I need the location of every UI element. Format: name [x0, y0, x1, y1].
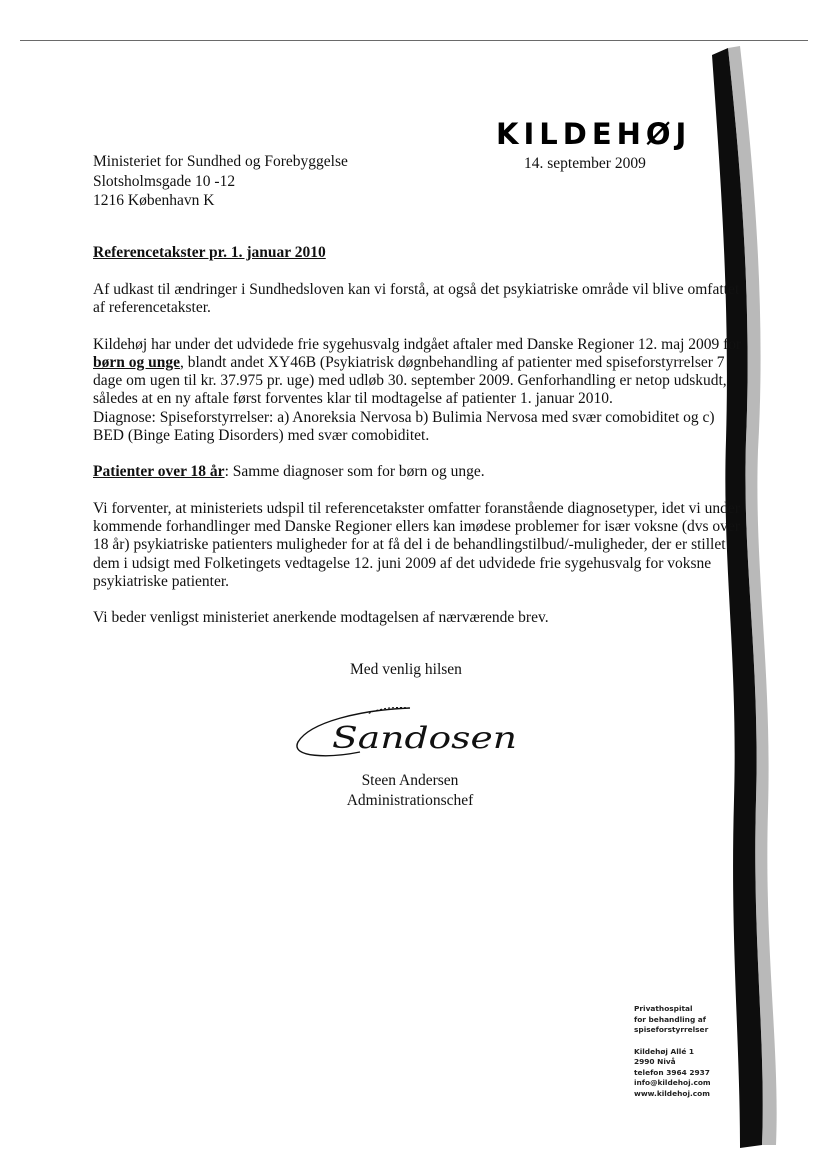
footer-line: Privathospital — [634, 1004, 693, 1013]
signer-title: Administrationschef — [346, 791, 474, 809]
paragraph-3 — [93, 463, 743, 481]
paragraph-4: Vi forventer, at ministeriets udspil til referencetakster omfatter foranstående diagnosetyper, idet vi under kommende forhandlinger med Danske Regioner ellers kan imødese problemer for især voksne (dvs over 18 år) psykiatriske patienters muligheder for at få del i de behandlingstilbud/-muligheder, der er stillet dem i udsigt med Folketingets vedtagelse 12. juni 2009 af det udvidede frie sygehusvalg for voksne psykiatriske patienter. — [93, 499, 740, 590]
p3-emphasis: Patienter over 18 år — [93, 463, 225, 481]
footer-email: info@kildehoj.com — [634, 1078, 711, 1087]
footer-phone: telefon 3964 2937 — [634, 1067, 710, 1077]
recipient-city: 1216 København K — [93, 192, 215, 209]
svg-text:Sandosen: Sandosen — [332, 721, 517, 756]
p3-rest: : Samme diagnoser som for børn og unge. — [224, 463, 485, 481]
signer-block — [340, 771, 480, 810]
recipient-address — [93, 152, 348, 211]
footer-line: 2990 Nivå — [634, 1057, 676, 1066]
paragraph-5: Vi beder venligst ministeriet anerkende modtagelsen af nærværende brev. — [93, 609, 549, 627]
p2-rest: , blandt andet XY46B (Psykiatrisk døgnbehandling af patienter med spiseforstyrrelser 7 dage om ugen til kr. 37.975 pr. uge) med udløb 30. september 2009. Genforhandling er netop udskudt, således at en ny aftale først forventes klar til modtagelse af patienter 1. januar 2010. — [93, 353, 727, 408]
p2-diagnosis: Diagnose: Spiseforstyrrelser: a) Anoreksia Nervosa b) Bulimia Nervosa med svær comobiditet og c) BED (Binge Eating Disorders) med svær comobiditet. — [93, 408, 715, 445]
footer-line: for behandling af — [634, 1014, 707, 1024]
closing-phrase: Med venlig hilsen — [350, 661, 462, 678]
p2-intro: Kildehøj har under det udvidede frie sygehusvalg indgået aftaler med Danske Regioner 12. maj 2009 for — [93, 335, 742, 353]
footer-line: spiseforstyrrelser — [634, 1025, 709, 1034]
letter-date: 14. september 2009 — [524, 155, 646, 172]
letter-subject: Referencetakster pr. 1. januar 2010 — [93, 244, 326, 261]
p2-emphasis: børn og unge — [93, 353, 180, 371]
scan-top-line — [20, 40, 808, 41]
handwritten-signature — [290, 700, 530, 770]
footer-gap — [634, 1036, 711, 1047]
signer-name: Steen Andersen — [361, 772, 459, 789]
footer-website: www.kildehoj.com — [634, 1088, 710, 1098]
recipient-name: Ministeriet for Sundhed og Forebyggelse — [93, 153, 348, 170]
footer-line: Kildehøj Allé 1 — [634, 1046, 695, 1056]
letter-body — [93, 281, 743, 645]
kildehoj-logo: KILDEHØJ — [496, 117, 692, 151]
paragraph-2 — [93, 336, 743, 446]
paragraph-1: Af udkast til ændringer i Sundhedsloven kan vi forstå, at også det psykiatriske område vil blive omfattet af referencetakster. — [93, 281, 740, 317]
letterhead-footer — [634, 1004, 711, 1099]
recipient-street: Slotsholmsgade 10 -12 — [93, 172, 236, 190]
